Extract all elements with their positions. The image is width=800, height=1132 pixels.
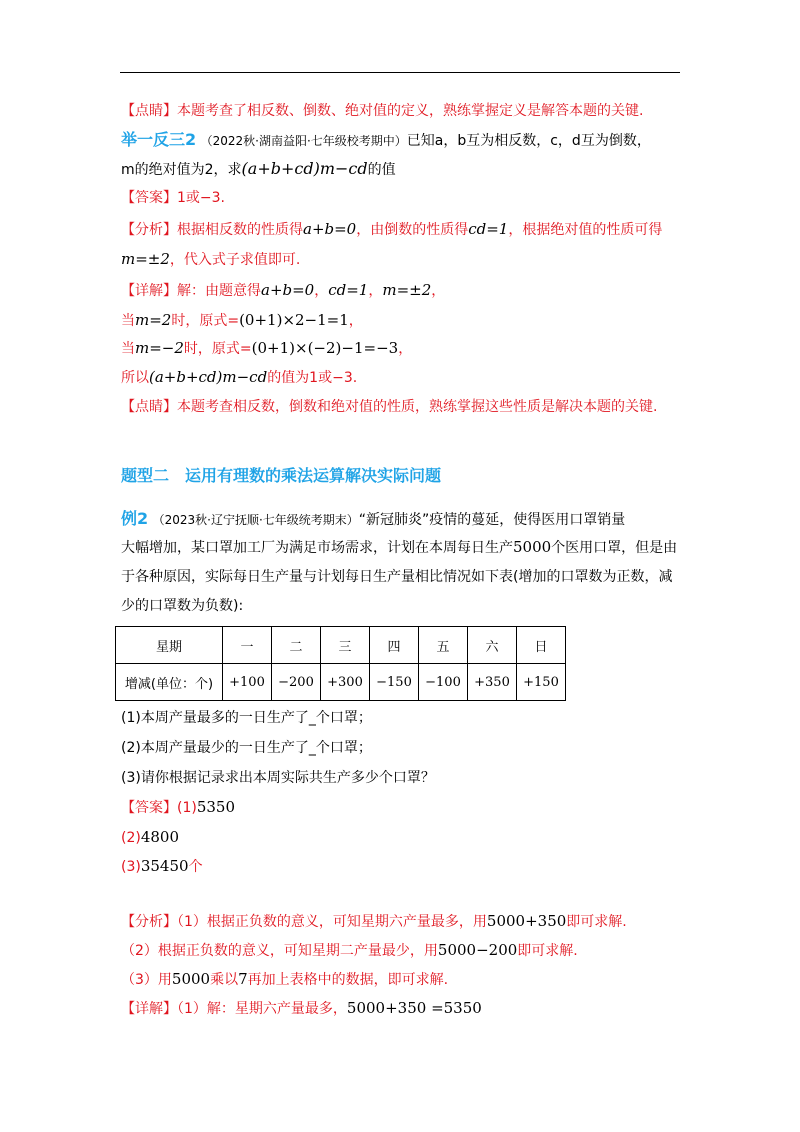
table-day-cell: 五 <box>419 627 468 664</box>
math-expression: m=±2 <box>121 250 170 268</box>
math-expression: 5000−200 <box>437 941 518 959</box>
comma: ， <box>398 341 413 357</box>
answer-value: 35450 <box>140 857 189 875</box>
question-3: (3)请你根据记录求出本周实际共生产多少个口罩？ <box>121 770 435 786</box>
table-value-cell: +100 <box>223 664 272 701</box>
math-expression: (0+1)×2−1=1 <box>239 311 349 329</box>
answer-tag: 【答案】 <box>121 190 177 206</box>
table-header-cell: 星期 <box>116 627 223 664</box>
analysis-text: （3）用 <box>121 972 172 988</box>
header-rule <box>120 72 680 73</box>
detail-tag: 【详解】 <box>121 1001 177 1017</box>
comment-line <box>121 396 657 418</box>
table-day-cell: 二 <box>272 627 321 664</box>
example-text: m的绝对值为2，求 <box>121 162 242 178</box>
comment-tag: 【点睛】 <box>121 103 177 119</box>
detail-line-1 <box>121 279 445 302</box>
example2-line-4 <box>121 595 243 617</box>
math-number: 5000 <box>513 538 552 556</box>
table-day-cell: 日 <box>517 627 566 664</box>
comment-text: 本题考查相反数，倒数和绝对值的性质，熟练掌握这些性质是解决本题的关键. <box>177 399 658 415</box>
comment-text: 本题考查了相反数、倒数、绝对值的定义，熟练掌握定义是解答本题的关键. <box>177 103 644 119</box>
detail-tag: 【详解】 <box>121 283 177 299</box>
analysis-text: ，由倒数的性质得 <box>356 222 469 238</box>
example-text: “新冠肺炎”疫情的蔓延，使得医用口罩销量 <box>358 512 626 528</box>
answer-value: 5350 <box>196 798 236 816</box>
detail-text: 当 <box>121 313 135 329</box>
math-expression: 5000+350 =5350 <box>346 999 482 1017</box>
detail-line-3 <box>121 337 412 360</box>
comment-tag: 【点睛】 <box>121 399 177 415</box>
example-label: 举一反三2 <box>121 130 197 149</box>
comma: ， <box>348 313 363 329</box>
example2-line-1 <box>121 508 625 531</box>
math-expression: m=2 <box>135 311 172 329</box>
analysis-text: 即可求解. <box>566 914 627 930</box>
analysis-line-1 <box>121 218 662 241</box>
example2-line-2 <box>121 536 677 559</box>
analysis-text: （1）根据正负数的意义，可知星期六产量最多，用 <box>177 914 487 930</box>
table-day-cell: 四 <box>370 627 419 664</box>
math-expression: cd=1 <box>468 220 509 238</box>
comma: ， <box>314 283 329 299</box>
table-row <box>116 627 566 664</box>
answer-line <box>121 187 225 209</box>
analysis2-line-2 <box>121 939 578 962</box>
math-expression: a+b=0 <box>261 281 315 299</box>
table-value-cell: +300 <box>321 664 370 701</box>
example-source: （2022秋·湖南益阳·七年级校考期中） <box>200 134 407 148</box>
analysis-tag: 【分析】 <box>121 914 177 930</box>
table-day-cell: 一 <box>223 627 272 664</box>
analysis-text: ，代入式子求值即可. <box>169 252 301 268</box>
answer2-line-3 <box>121 855 203 878</box>
example2-line-3 <box>121 566 672 588</box>
example-label: 例2 <box>121 509 149 528</box>
section-title: 题型二 运用有理数的乘法运算解决实际问题 <box>121 466 442 485</box>
answer-label: (3) <box>121 859 141 875</box>
table-value-cell: −150 <box>370 664 419 701</box>
math-number: 7 <box>238 970 248 988</box>
answer2-line-2 <box>121 826 179 849</box>
analysis2-line-3 <box>121 968 448 991</box>
table-value-cell: +150 <box>517 664 566 701</box>
analysis-text: 即可求解. <box>517 943 578 959</box>
detail-line-2 <box>121 309 363 332</box>
math-expression: a+b=0 <box>303 220 357 238</box>
answer-text: 1或−3. <box>177 190 225 206</box>
answer-label: (1) <box>177 800 197 816</box>
detail-text: 所以 <box>121 370 149 386</box>
table-day-cell: 三 <box>321 627 370 664</box>
analysis2-line-1 <box>121 910 627 933</box>
math-expression: m=±2 <box>382 281 432 299</box>
analysis-text: ，根据绝对值的性质可得 <box>508 222 663 238</box>
math-expression: 5000+350 <box>486 912 567 930</box>
production-table <box>115 626 566 701</box>
answer-value: 4800 <box>140 828 180 846</box>
analysis-text: 乘以 <box>210 972 239 988</box>
answer-tag: 【答案】 <box>121 800 177 816</box>
example-line-2 <box>121 158 396 181</box>
example-text: 的值 <box>367 162 396 178</box>
example-source: （2023秋·辽宁抚顺·七年级统考期末） <box>152 513 359 527</box>
detail-text: （1）解：星期六产量最多， <box>177 1001 347 1017</box>
table-header-cell: 增减(单位：个) <box>116 664 223 701</box>
math-expression: m=−2 <box>135 339 184 357</box>
answer-unit: 个 <box>188 859 203 875</box>
analysis-text: 再加上表格中的数据，即可求解. <box>247 972 449 988</box>
math-number: 5000 <box>171 970 211 988</box>
math-expression: (a+b+cd)m−cd <box>241 159 368 178</box>
table-value-cell: +350 <box>468 664 517 701</box>
comment-line <box>121 100 643 122</box>
example-text: 已知a，b互为相反数，c，d互为倒数， <box>406 133 651 149</box>
detail-text: 的值为1或−3. <box>267 370 358 386</box>
answer-label: (2) <box>121 830 141 846</box>
question-2: (2)本周产量最少的一日生产了_个口罩； <box>121 740 372 756</box>
detail-line-4 <box>121 366 357 389</box>
example-line-1 <box>121 129 651 152</box>
analysis-text: （2）根据正负数的意义，可知星期二产量最少，用 <box>121 943 438 959</box>
math-expression: cd=1 <box>328 281 369 299</box>
table-value-cell: −200 <box>272 664 321 701</box>
question-1: (1)本周产量最多的一日生产了_个口罩； <box>121 710 372 726</box>
comma: ， <box>431 283 446 299</box>
example-text: 少的口罩数为负数): <box>121 598 244 614</box>
example-text: 于各种原因，实际每日生产量与计划每日生产量相比情况如下表(增加的口罩数为正数，减 <box>121 569 673 585</box>
detail-text: 当 <box>121 341 135 357</box>
detail-text: 时，原式= <box>183 341 252 357</box>
example-text: 大幅增加，某口罩加工厂为满足市场需求，计划在本周每日生产 <box>121 540 513 556</box>
example-text: 个医用口罩，但是由 <box>551 540 678 556</box>
detail-text: 时，原式= <box>171 313 240 329</box>
table-day-cell: 六 <box>468 627 517 664</box>
answer2-line-1 <box>121 796 235 819</box>
math-expression: (a+b+cd)m−cd <box>149 368 268 386</box>
comma: ， <box>368 283 383 299</box>
table-row <box>116 664 566 701</box>
detail-text: 解：由题意得 <box>177 283 261 299</box>
analysis-line-2 <box>121 248 300 271</box>
analysis-text: 根据相反数的性质得 <box>177 222 303 238</box>
math-expression: (0+1)×(−2)−1=−3 <box>251 339 399 357</box>
analysis-tag: 【分析】 <box>121 222 177 238</box>
detail2-line-1 <box>121 997 482 1020</box>
table-value-cell: −100 <box>419 664 468 701</box>
